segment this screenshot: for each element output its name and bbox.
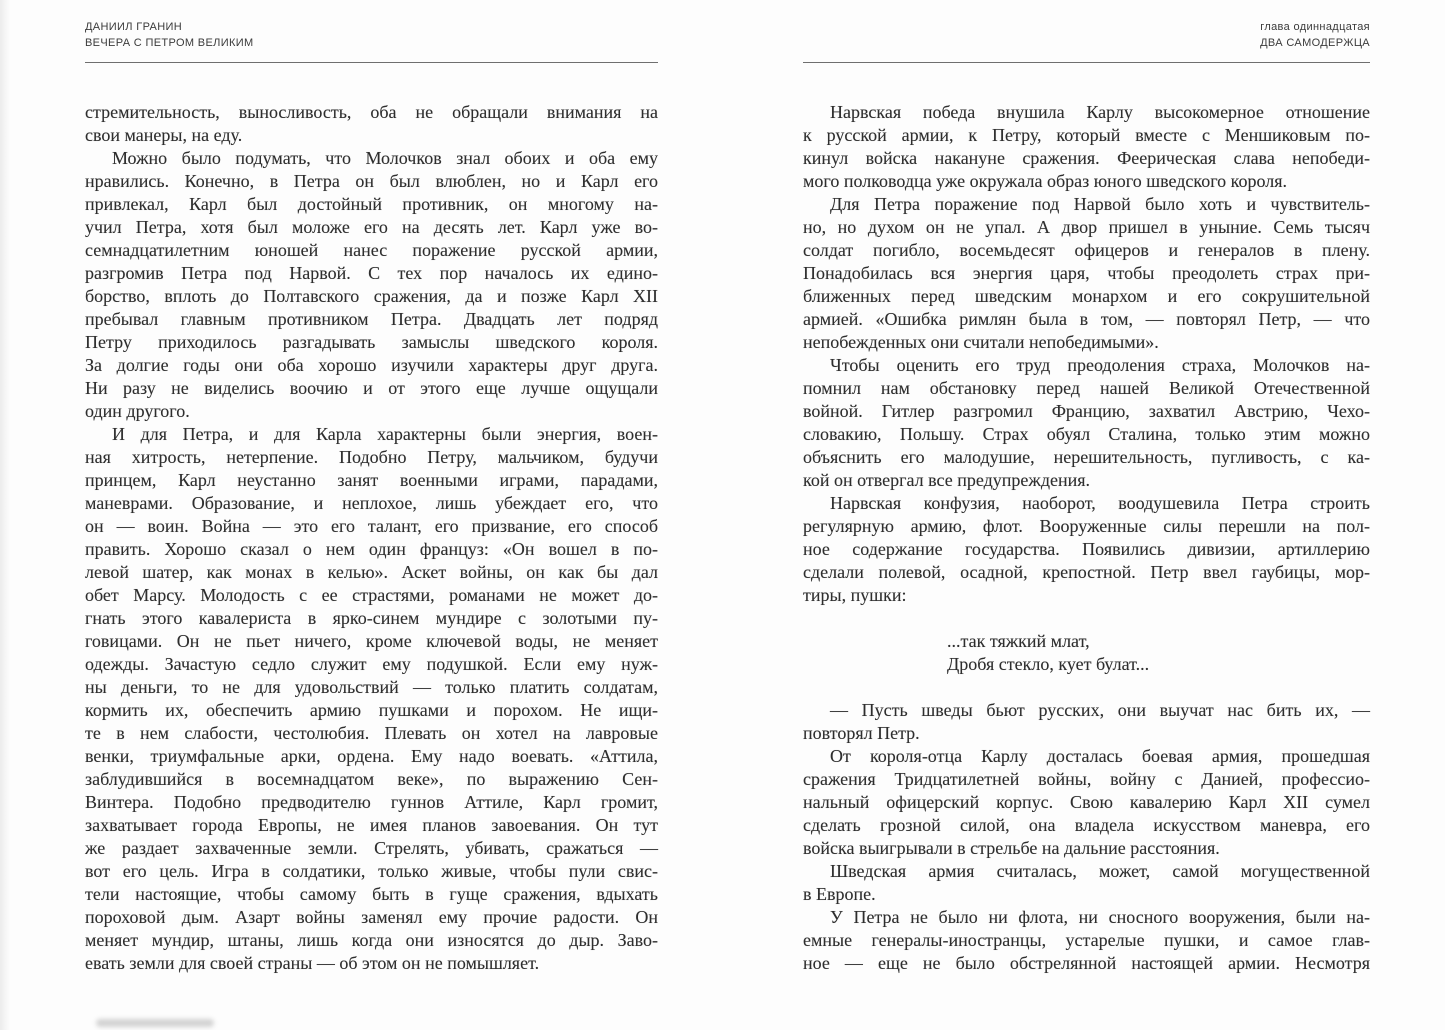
paragraph [803,906,1370,975]
text-line: венки, триумфальные арки, ордена. Ему надо воевать. «Аттила, [85,746,658,766]
text-line: Нарвская победа внушила Карлу высокомерное отношение [830,102,1370,122]
chapter-title: ДВА САМОДЕРЖЦА [1260,36,1370,49]
text-line: ное — еще не было обстрелянной настоящей армии. Несмотря [803,953,1370,973]
text-line: ная хитрость, нетерпение. Подобно Петру, мальчиком, будучи [85,447,658,467]
running-header-left [85,0,658,51]
text-line: кинул войска накануне сражения. Феерическая слава непобеди- [803,148,1370,168]
text-line: нравились. Конечно, в Петра он был влюблен, но и Карл его [85,171,658,191]
text-line: править. Хорошо сказал о нем один француз: «Он вошел в по- [85,539,658,559]
text-line: войной. Гитлер разгромил Францию, захватил Австрию, Чехо- [803,401,1370,421]
text-line: За долгие годы они оба хорошо изучили характеры друг друга. [85,355,658,375]
text-line: тиры, пушки: [803,585,907,605]
text-line: те в нем слабости, честолюбия. Плевать он хотел на лавровые [85,723,658,743]
text-line: ...так тяжкий млат, [947,631,1090,651]
text-line: У Петра не было ни флота, ни сносного вооружения, были на- [830,907,1370,927]
text-line: армией. «Ошибка римлян была в том, — повторял Петр, — что [803,309,1370,329]
running-header-right [803,0,1370,51]
text-line: он — воин. Война — это его талант, его призвание, его способ [85,516,658,536]
text-line: евать земли для своей страны — об этом он не помышляет. [85,953,540,973]
text-line: же раздает захваченные земли. Стрелять, убивать, сражаться — [85,838,658,858]
book-title: ВЕЧЕРА С ПЕТРОМ ВЕЛИКИМ [85,36,254,49]
text-line: нальный офицерский корпус. Свою кавалерию Карл XII сумел [803,792,1370,812]
text-line: пороховой дым. Азарт войны заменял ему прочие радости. Он [85,907,658,927]
text-line: гнать этого кавалериста в ярко-синем мундире с золотыми пу- [85,608,658,628]
text-line: словакию, Польшу. Страх обуял Сталина, только этим можно [803,424,1370,444]
text-line: заблудившийся в восемнадцатом веке», по выражению Сен- [85,769,658,789]
text-line: ны деньги, то не для удовольствий — только платить солдатам, [85,677,658,697]
paragraph [85,101,658,147]
header-rule-left [85,62,658,63]
text-line: Понадобилась вся энергия царя, чтобы преодолеть страх при- [803,263,1370,283]
text-line: обет Марсу. Молодость с ее страстями, романами не может до- [85,585,658,605]
paragraph [803,193,1370,354]
text-line: непобежденных они считали непобедимыми». [803,332,1159,352]
paragraph [803,354,1370,492]
text-line: солдат погибло, восемьдесят офицеров и генералов в плену. [803,240,1370,260]
text-line: одежды. Зачастую седло служит ему подушкой. Если ему нуж- [85,654,658,674]
text-line: кормить их, обеспечить армию пушками и порохом. Не ищи- [85,700,658,720]
paragraph [803,745,1370,860]
text-line: И для Петра, и для Карла характерны были энергия, воен- [112,424,658,444]
paragraph [85,423,658,975]
text-line: объяснить его малодушие, нерешительность, пугливость, с ка- [803,447,1370,467]
text-line: привлекал, Карл был достойный противник, он многому на- [85,194,658,214]
text-line: От короля-отца Карлу досталась боевая армия, прошедшая [830,746,1370,766]
text-line: Чтобы оценить его труд преодоления страха, Молочков на- [830,355,1370,375]
text-line: принцем, Карл неустанно занят военными играми, парадами, [85,470,658,490]
text-line: ближенных перед шведским монархом и его сокрушительной [803,286,1370,306]
text-line: Ни разу не виделись воочию и от этого еще лучше ощущали [85,378,658,398]
text-line: ное содержание государства. Появились дивизии, артиллерию [803,539,1370,559]
text-line: стремительность, выносливость, оба не обращали внимания на [85,102,658,122]
text-line: сделать грозной силой, она владела искусством маневра, его [803,815,1370,835]
chapter-label: глава одиннадцатая [1260,21,1370,33]
text-line: Для Петра поражение под Нарвой было хоть и чувствитель- [830,194,1370,214]
text-line: семнадцатилетним юношей нанес поражение русской армии, [85,240,658,260]
text-line: Дробя стекло, кует булат... [947,654,1150,674]
paragraph [803,860,1370,906]
text-line: один другого. [85,401,190,421]
text-line: борство, вплоть до Полтавского сражения, да и позже Карл XII [85,286,658,306]
text-line: помнил нам обстановку перед нашей Великой Отечественной [803,378,1370,398]
text-line: емные генералы-иностранцы, устарелые пушки, и самое глав- [803,930,1370,950]
text-line: захватывает города Европы, не имея планов завоевания. Он тут [85,815,658,835]
left-page [85,0,658,975]
text-line: — Пусть шведы бьют русских, они выучат нас бить их, — [830,700,1370,720]
text-line: говицами. Он не пьет ничего, кроме ключевой воды, не меняет [85,631,658,651]
text-line: Винтера. Подобно предводителю гуннов Аттиле, Карл громит, [85,792,658,812]
paragraph [803,101,1370,193]
text-line: Шведская армия считалась, может, самой могущественной [830,861,1370,881]
paragraph [85,147,658,423]
text-line: регулярную армию, флот. Вооруженные силы перешли на пол- [803,516,1370,536]
text-line: но, но духом он не упал. А двор пришел в уныние. Семь тысяч [803,217,1370,237]
text-line: к русской армии, к Петру, который вместе с Меншиковым по- [803,125,1370,145]
page-edge-shadow [0,0,10,1030]
text-line: сражения Тридцатилетней войны, войну с Данией, профессио- [803,769,1370,789]
text-line: учил Петра, хотя был моложе его на десять лет. Карл уже во- [85,217,658,237]
paragraph [803,699,1370,745]
text-line: пребывал главным противником Петра. Двадцать лет подряд [85,309,658,329]
paragraph [803,492,1370,607]
text-line: меняет мундир, штаны, лишь когда они износятся до дыр. Заво- [85,930,658,950]
text-line: мого полководца уже окружала образ юного шведского короля. [803,171,1287,191]
verse-block [947,630,1370,676]
text-line: Петру приходилось разгадывать замыслы шведского короля. [85,332,658,352]
text-line: свои манеры, на еду. [85,125,243,145]
text-line: в Европе. [803,884,876,904]
text-line: левой шатер, как монах в келью». Аскет войны, он как бы дал [85,562,658,582]
text-line: тели настоящие, чтобы самому быть в гуще сражения, вдыхать [85,884,658,904]
right-page [803,0,1370,975]
author-name: ДАНИИЛ ГРАНИН [85,21,183,33]
text-line: вот его цель. Игра в солдатики, только живые, чтобы пули свис- [85,861,658,881]
text-line: повторял Петр. [803,723,920,743]
page-text-left [85,101,658,975]
page-text-right [803,101,1370,975]
text-line: сделали полевой, осадной, крепостной. Петр ввел гаубицы, мор- [803,562,1370,582]
text-line: разгромив Петра под Нарвой. С тех пор началось их едино- [85,263,658,283]
header-rule-right [803,62,1370,63]
text-line: Можно было подумать, что Молочков знал обоих и оба ему [112,148,658,168]
text-line: Нарвская конфузия, наоборот, воодушевила Петра строить [830,493,1370,513]
text-line: войска выигрывали в стрельбе на дальние расстояния. [803,838,1220,858]
scan-smudge [96,1019,214,1027]
text-line: кой он отвергал все предупреждения. [803,470,1091,490]
text-line: маневрами. Образование, и неплохое, лишь убеждает его, что [85,493,658,513]
